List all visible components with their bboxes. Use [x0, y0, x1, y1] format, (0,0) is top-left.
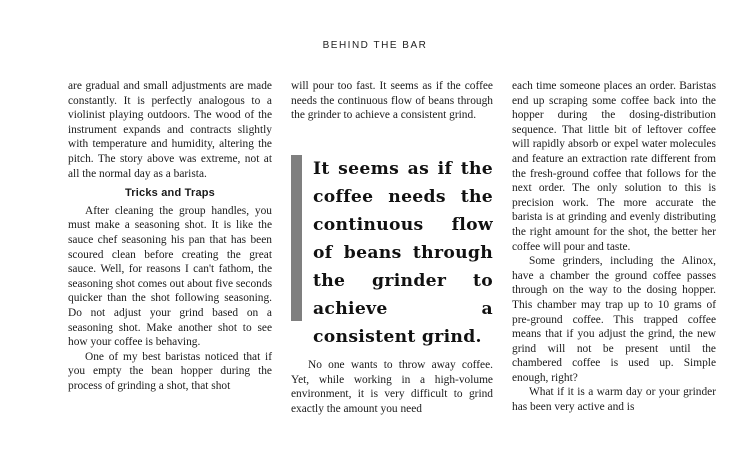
column-3 — [512, 79, 716, 415]
paragraph-order: each time someone places an order. Baristas end up scraping some coffee back into the hopper during the dosing-distribution sequence. That little bit of leftover coffee will rapidly absorb or expel water molecules and feature an extraction rate different from the fresh-ground coffee that follows for the next order. The only solution to this is precision work. The more accurate the barista is at grinding and evenly distributing the right amount for the shot, the better her coffee will pour and taste. — [512, 80, 716, 253]
paragraph-intro: are gradual and small adjustments are made constantly. It is perfectly analogous to a violinist playing outdoors. The wood of the instrument expands and contracts slightly with temperature and humidity, altering the pitch. The story above was extreme, not at all the normal day as a barista. — [68, 80, 272, 180]
pull-quote-bar — [291, 155, 302, 321]
column-2-top — [291, 79, 493, 123]
paragraph-baristas: One of my best baristas noticed that if you empty the bean hopper during the process of grinding a shot, that shot — [68, 350, 272, 392]
pull-quote — [291, 155, 496, 347]
paragraph-waste: No one wants to throw away coffee. Yet, while working in a high-volume environment, it is very difficult to grind exactly the amount you need — [291, 359, 493, 415]
column-2-bottom — [291, 358, 493, 416]
paragraph-tricks: After cleaning the group handles, you must make a seasoning shot. It is like the sauce chef seasoning his pan that has been scoured clean before creating the great sauce. Well, for reasons I can't fathom, the seasoning shot comes out about five seconds quicker than the shot following seasoning. Do not adjust your grind based on a seasoning shot. Make another shot to see how your coffee is behaving. — [68, 204, 272, 349]
running-head: BEHIND THE BAR — [322, 40, 428, 51]
pull-quote-text: It seems as if the coffee needs the continuous flow of beans through the grinder to achieve a consistent grind. — [313, 159, 493, 347]
paragraph-grinders: Some grinders, including the Alinox, have a chamber the ground coffee passes through on the way to the dosing hopper. This chamber may trap up to 10 grams of pre-ground coffee. This trapped coffee means that if you adjust the grind, the new grind will not be present until the chambered coffee is used up. Simple enough, right? — [512, 255, 716, 384]
paragraph-warm-day: What if it is a warm day or your grinder has been very active and is — [512, 386, 716, 414]
subhead-tricks-and-traps: Tricks and Traps — [124, 187, 216, 200]
paragraph-continuation: will pour too fast. It seems as if the coffee needs the continuous flow of beans through the grinder to achieve a consistent grind. — [291, 80, 493, 122]
column-1 — [68, 79, 272, 393]
